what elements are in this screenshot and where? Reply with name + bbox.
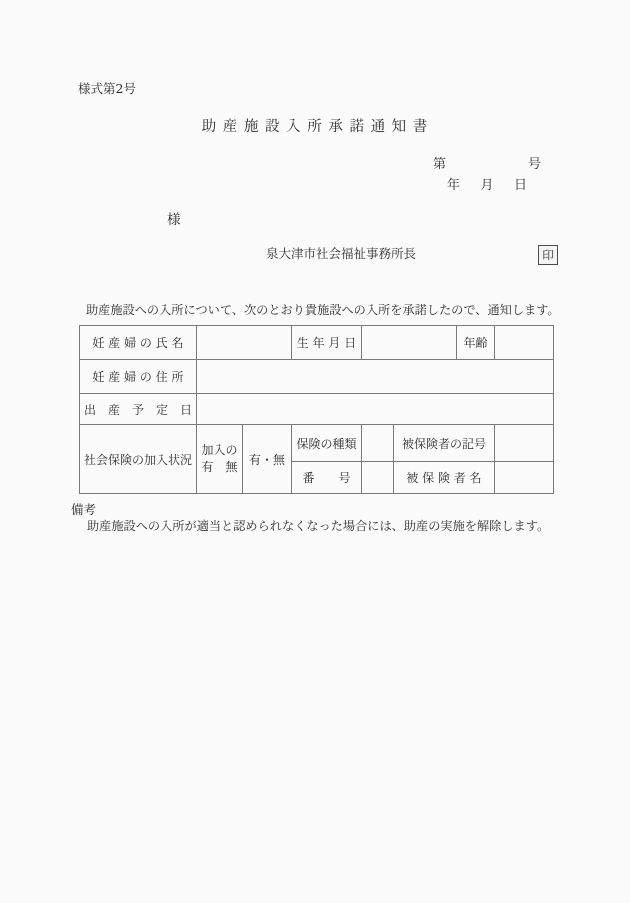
enrollment-label-line2: 有 無 — [201, 460, 238, 474]
name-value-cell — [197, 326, 292, 360]
form-table — [79, 325, 554, 494]
doc-number-suffix: 号 — [527, 157, 541, 172]
address-value-cell — [197, 360, 554, 394]
age-label-cell: 年齢 — [457, 326, 495, 360]
document-title: 助 産 施 設 入 所 承 諾 通 知 書 — [201, 119, 429, 135]
date-year-label: 年 — [447, 178, 461, 193]
age-value-cell — [495, 326, 554, 360]
name-label-cell: 妊 産 婦 の 氏 名 — [80, 326, 197, 360]
date-month-label: 月 — [480, 178, 494, 193]
insurance-label-cell: 社会保険の加入状況 — [80, 425, 197, 494]
number-value-cell — [362, 462, 394, 494]
birthdate-label-cell: 生 年 月 日 — [292, 326, 362, 360]
insured-name-value-cell — [495, 462, 554, 494]
insured-symbol-label-cell: 被保険者の記号 — [394, 425, 495, 462]
table-row — [80, 425, 554, 462]
yes-no-cell: 有・無 — [243, 425, 292, 494]
date-line — [447, 174, 527, 193]
doc-number-prefix: 第 — [433, 157, 447, 172]
number-label-cell: 番 号 — [292, 462, 362, 494]
insured-name-label-cell: 被 保 険 者 名 — [394, 462, 495, 494]
table-row — [80, 360, 554, 394]
date-day-label: 日 — [513, 178, 527, 193]
due-date-label-cell: 出 産 予 定 日 — [80, 394, 197, 425]
insurance-type-label-cell: 保険の種類 — [292, 425, 362, 462]
due-date-value-cell — [197, 394, 554, 425]
remarks-text: 助産施設への入所が適当と認められなくなった場合には、助産の実施を解除します。 — [87, 519, 550, 533]
enrollment-label-line1: 加入の — [201, 443, 238, 457]
document-number-line — [433, 153, 541, 172]
seal-stamp-box: 印 — [538, 245, 558, 265]
table-row — [80, 326, 554, 360]
insurance-type-value-cell — [362, 425, 394, 462]
issuer-title: 泉大津市社会福祉事務所長 — [266, 246, 417, 261]
enrollment-label-cell — [197, 425, 243, 494]
insured-symbol-value-cell — [495, 425, 554, 462]
remarks-heading: 備考 — [71, 502, 97, 517]
address-label-cell: 妊 産 婦 の 住 所 — [80, 360, 197, 394]
addressee-suffix: 様 — [167, 212, 181, 228]
form-number: 様式第2号 — [78, 81, 136, 96]
table-row — [80, 394, 554, 425]
intro-sentence: 助産施設への入所について、次のとおり貴施設への入所を承諾したので、通知します。 — [86, 303, 560, 317]
birthdate-value-cell — [362, 326, 457, 360]
